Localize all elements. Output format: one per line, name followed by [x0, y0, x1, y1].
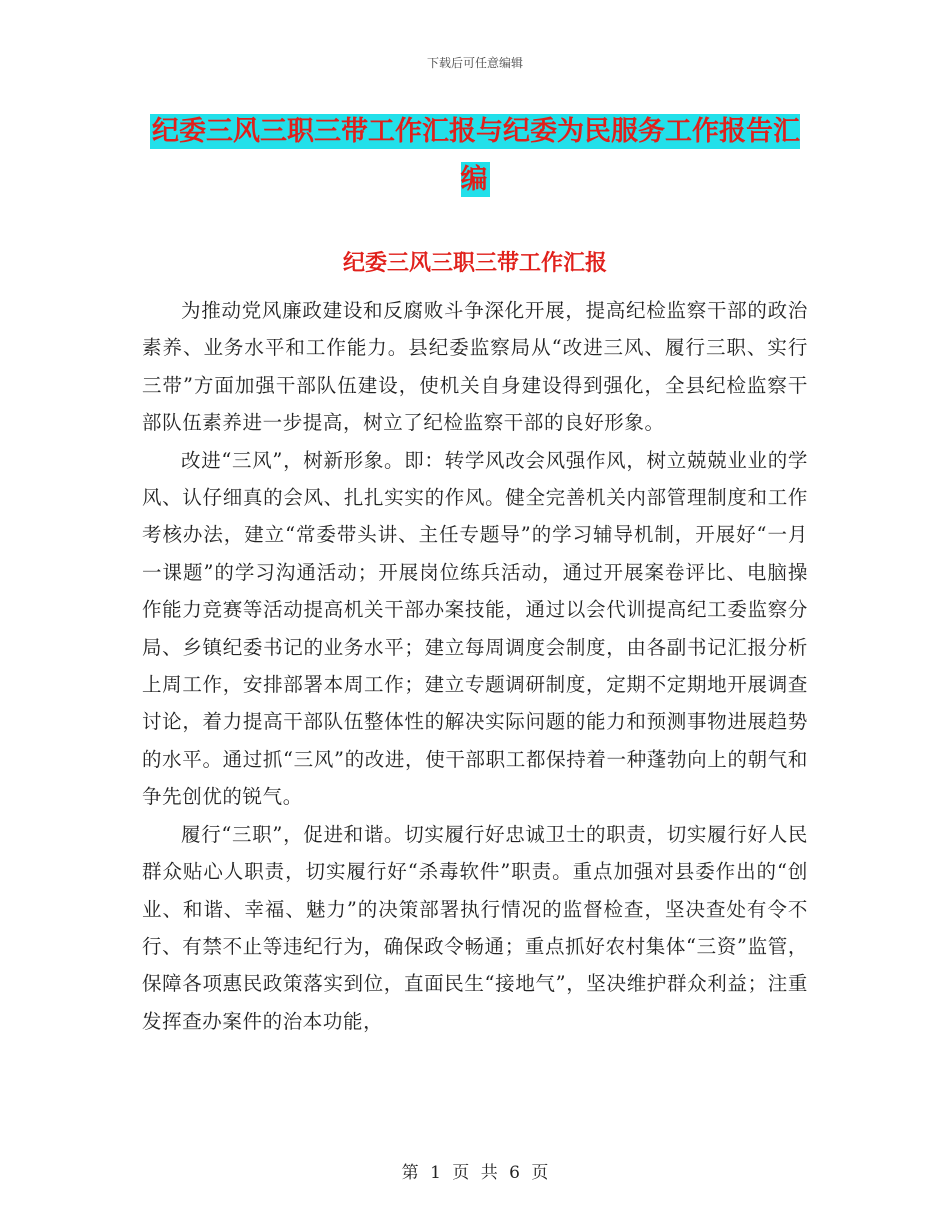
body-text — [142, 292, 808, 1040]
paragraph-2: 改进“三风”，树新形象。即：转学风改会风强作风，树立兢兢业业的学风、认仔细真的会风、扎扎实实的作风。健全完善机关内部管理制度和工作考核办法，建立“常委带头讲、主任专题导”的学习辅导机制，开展好“一月一课题”的学习沟通活动；开展岗位练兵活动，通过开展案卷评比、电脑操作能力竞赛等活动提高机关干部办案技能，通过以会代训提高纪工委监察分局、乡镇纪委书记的业务水平；建立每周调度会制度，由各副书记汇报分析上周工作，安排部署本周工作；建立专题调研制度，定期不定期地开展调查讨论，着力提高干部队伍整体性的解决实际问题的能力和预测事物进展趋势的水平。通过抓“三风”的改进，使干部职工都保持着一种蓬勃向上的朝气和争先创优的锐气。 — [142, 448, 808, 809]
paragraph-1: 为推动党风廉政建设和反腐败斗争深化开展，提高纪检监察干部的政治素养、业务水平和工作能力。县纪委监察局从“改进三风、履行三职、实行三带”方面加强干部队伍建设，使机关自身建设得到强化，全县纪检监察干部队伍素养进一步提高，树立了纪检监察干部的良好形象。 — [142, 299, 808, 435]
header-note: 下载后可任意编辑 — [426, 56, 523, 70]
paragraph-3: 履行“三职”，促进和谐。切实履行好忠诚卫士的职责，切实履行好人民群众贴心人职责，切实履行好“杀毒软件”职责。重点加强对县委作出的“创业、和谐、幸福、魅力”的决策部署执行情况的监督检查，坚决查处有令不行、有禁不止等违纪行为，确保政令畅通；重点抓好农村集体“三资”监管，保障各项惠民政策落实到位，直面民生“接地气”，坚决维护群众利益；注重发挥查办案件的治本功能， — [142, 822, 808, 1033]
section-title: 纪委三风三职三带工作汇报 — [342, 251, 607, 276]
document-title — [140, 108, 810, 204]
document-title-text: 纪委三风三职三带工作汇报与纪委为民服务工作报告汇编 — [152, 116, 800, 195]
page-number-footer: 第 1 页 共 6 页 — [401, 1163, 549, 1183]
